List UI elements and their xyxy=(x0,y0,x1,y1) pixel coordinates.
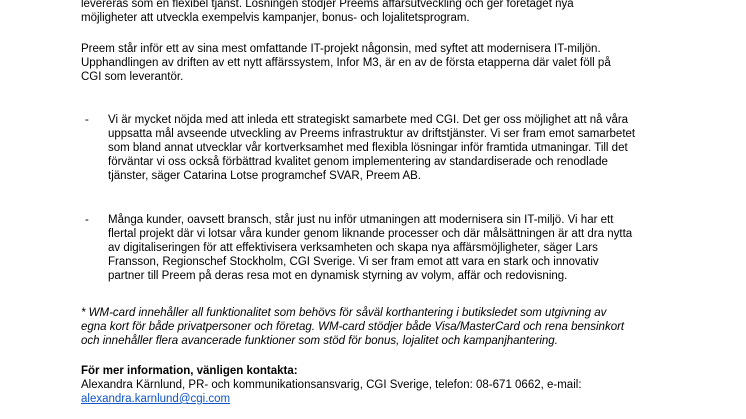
quote-line: uppsatta mål avseende utveckling av Preems infrastruktur av driftstjänster. Vi ser fram emot samarbetet xyxy=(108,128,636,140)
intro-line: levereras som en flexibel tjänst. Lösningen stödjer Preems affärsutveckling och ger företaget nya xyxy=(81,0,574,10)
quote-dash: - xyxy=(85,214,89,226)
paragraph-line: Preem står inför ett av sina mest omfattande IT-projekt någonsin, med syftet att modernisera IT-miljön. xyxy=(81,43,601,55)
paragraph-line: CGI som leverantör. xyxy=(81,71,184,83)
quote-line: förväntar vi oss också förbättrad kvalitet genom implementering av standardiserade och renodlade xyxy=(108,156,608,168)
quote-line: Vi är mycket nöjda med att inleda ett strategiskt samarbete med CGI. Det ger oss möjlighet att nå våra xyxy=(108,114,629,126)
quote-dash: - xyxy=(85,114,89,126)
footnote-line: egna kort för både privatpersoner och företag. WM-card stödjer både Visa/MasterCard och rena bensinkort xyxy=(81,321,625,333)
intro-line: möjligheter att utveckla exempelvis kampanjer, bonus- och lojalitetsprogram. xyxy=(81,12,470,24)
quote-line: flertal projekt där vi lotsar våra kunder genom liknande processer och där målsättningen är att dra nytta xyxy=(108,228,633,240)
contact-email-link[interactable]: alexandra.karnlund@cgi.com xyxy=(81,393,231,405)
footnote-line: och innehåller flera avancerade funktioner som stöd för bonus, lojalitet och kampanjhantering. xyxy=(81,335,558,347)
quote-line: partner till Preem på deras resa mot en dynamisk styrning av volym, affär och redovisning. xyxy=(108,270,568,282)
quote-line: tjänster, säger Catarina Lotse programchef SVAR, Preem AB. xyxy=(108,170,421,182)
quote-line: Många kunder, oavsett bransch, står just nu inför utmaningen att modernisera sin IT-miljö. Vi har ett xyxy=(108,214,614,226)
quote-line: Fransson, Regionschef Stockholm, CGI Sverige. Vi ser fram emot att vara en stark och innovativ xyxy=(108,256,599,268)
quote-line: som bland annat utvecklar vår kortverksamhet med flexibla lösningar inför framtida utmaningar. Till det xyxy=(108,142,628,154)
quote-line: av digitaliseringen för att effektivisera verksamheten och skapa nya affärsmöjligheter, säger Lars xyxy=(108,242,598,254)
contact-heading: För mer information, vänligen kontakta: xyxy=(81,365,298,377)
paragraph-line: Upphandlingen av driften av ett nytt affärssystem, Infor M3, är en av de första etapperna där valet föll på xyxy=(81,57,611,69)
contact-line: Alexandra Kärnlund, PR- och kommunikationsansvarig, CGI Sverige, telefon: 08-671 0662, e-mail: xyxy=(81,379,582,391)
footnote-line: * WM-card innehåller all funktionalitet som behövs för såväl korthantering i butiksledet som utgivning av xyxy=(81,307,607,319)
